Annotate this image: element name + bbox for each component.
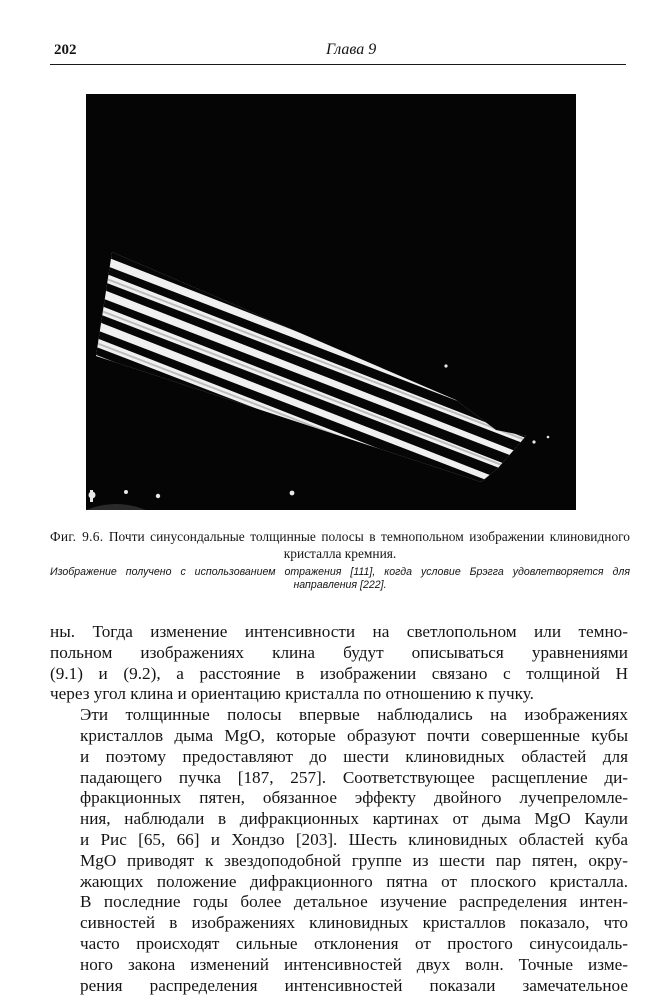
text-line: MgO приводят к звездоподобной группе из шести пар пятен, окру-	[80, 850, 628, 870]
figure-caption-text: Почти синусондальные толщинные полосы в темнопольном изображении клиновидного кристалла кремния.	[108, 529, 630, 561]
text-line: ного закона изменений интенсивностей двух волн. Точные изме-	[80, 954, 628, 974]
text-line: кристаллов дыма MgO, которые образуют почти совершенные кубы	[80, 725, 628, 745]
text-line: ны. Тогда изменение интенсивности на светлопольном или темно-	[50, 622, 628, 641]
text-line: и Рис [65, 66] и Хондзо [203]. Шесть клиновидных областей куба	[80, 829, 628, 849]
figure-caption-note: Изображение получено с использованием отражения [111], когда условие Брэгга удовлетворяется для направления [222].	[50, 566, 630, 591]
text-line: часто происходят сильные отклонения от простого синусоидаль-	[80, 933, 628, 953]
paragraph-2	[50, 705, 628, 996]
text-line: польном изображениях клина будут описываться уравнениями	[50, 642, 628, 662]
text-line: сивностей в изображениях клиновидных кристаллов показало, что	[80, 913, 628, 933]
chapter-title: Глава 9	[326, 41, 377, 58]
figure-caption	[50, 528, 630, 562]
text-line: фракционных пятен, обязанное эффекту двойного лучепреломле-	[80, 788, 628, 808]
text-line: падающего пучка [187, 257]. Соответствующее расщепление ди-	[80, 767, 628, 787]
text-line: рения распределения интенсивностей показали замечательное	[80, 975, 628, 995]
micrograph-figure	[86, 94, 576, 510]
body-text	[50, 622, 628, 996]
text-line: Эти толщинные полосы впервые наблюдались на изображениях	[80, 705, 628, 725]
text-line: жающих положение дифракционного пятна от плоского кристалла.	[80, 871, 628, 891]
paragraph-1	[50, 622, 628, 705]
page-header	[50, 40, 626, 65]
figure-label: Фиг. 9.6.	[50, 529, 104, 544]
text-line: и поэтому предоставляют до шести клиновидных областей для	[80, 746, 628, 766]
text-line: ния, наблюдали в дифракционных картинах от дыма MgO Каули	[80, 809, 628, 829]
text-line: В последние годы более детальное изучение распределения интен-	[80, 892, 628, 912]
page-number: 202	[54, 42, 77, 58]
text-line: (9.1) и (9.2), а расстояние в изображении связано с толщиной H	[50, 663, 628, 683]
text-line: через угол клина и ориентацию кристалла по отношению к пучку.	[50, 684, 534, 704]
thickness-fringes-image	[86, 94, 576, 510]
